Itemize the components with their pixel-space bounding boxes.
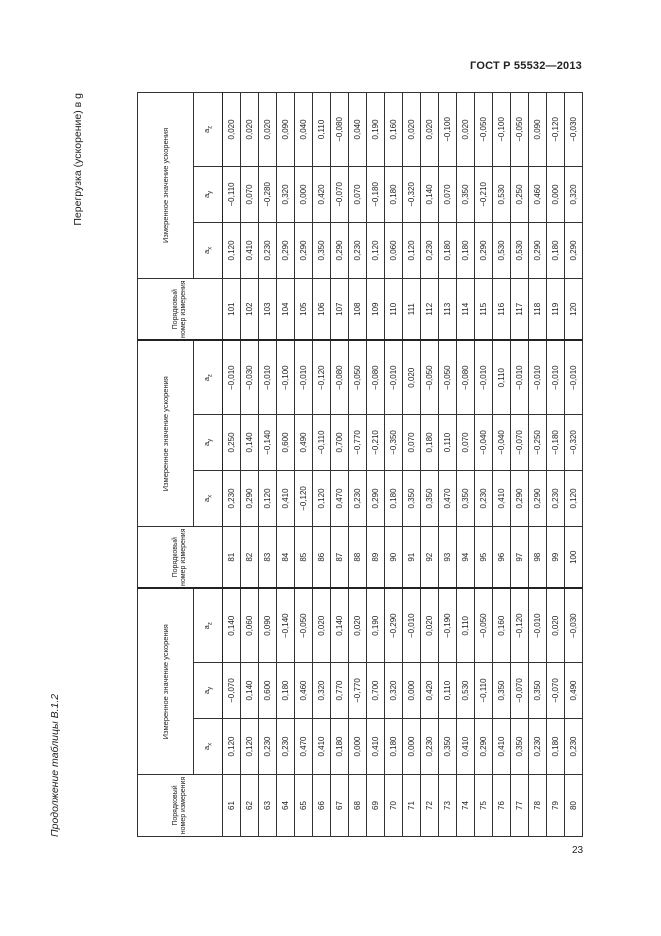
value-cell: −0,050 [295, 588, 313, 662]
value-cell: −0,770 [349, 414, 367, 470]
seq-number-cell: 118 [529, 278, 547, 340]
value-cell: 0,020 [457, 92, 475, 166]
value-cell: −0,120 [547, 92, 565, 166]
axis-header: $a_x$ [194, 470, 223, 526]
value-cell: 0,180 [457, 222, 475, 278]
value-cell: 0,600 [259, 663, 277, 719]
value-cell: 0,040 [349, 92, 367, 166]
value-cell: 0,530 [511, 222, 529, 278]
value-cell: 0,000 [349, 719, 367, 775]
value-cell: −0,210 [367, 414, 385, 470]
value-cell: 0,420 [313, 166, 331, 222]
value-cell: −0,010 [223, 340, 241, 414]
value-cell: 0,120 [313, 470, 331, 526]
seq-number-cell: 93 [439, 526, 457, 588]
value-cell: −0,040 [475, 414, 493, 470]
value-cell: 0,180 [385, 166, 403, 222]
value-cell: 0,020 [421, 588, 439, 662]
value-cell: −0,070 [547, 663, 565, 719]
seq-number-cell: 114 [457, 278, 475, 340]
value-cell: −0,080 [457, 340, 475, 414]
value-cell: 0,290 [475, 719, 493, 775]
value-cell: 0,230 [259, 719, 277, 775]
seq-number-cell: 112 [421, 278, 439, 340]
value-cell: 0,020 [241, 92, 259, 166]
axis-header: $a_y$ [194, 166, 223, 222]
axis-header: $a_z$ [194, 92, 223, 166]
value-cell: −0,110 [313, 414, 331, 470]
value-cell: 0,110 [439, 414, 457, 470]
value-cell: 0,120 [403, 222, 421, 278]
value-cell: −0,010 [529, 588, 547, 662]
measurement-table [137, 92, 583, 837]
axis-header: $a_y$ [194, 414, 223, 470]
seq-number-cell: 76 [493, 775, 511, 837]
seq-number-cell: 98 [529, 526, 547, 588]
seq-number-cell: 102 [241, 278, 259, 340]
seq-number-cell: 66 [313, 775, 331, 837]
value-cell: −0,070 [511, 414, 529, 470]
value-cell: 0,230 [547, 470, 565, 526]
value-cell: 0,060 [241, 588, 259, 662]
value-cell: 0,120 [367, 222, 385, 278]
seq-number-cell: 94 [457, 526, 475, 588]
value-cell: 0,120 [223, 719, 241, 775]
value-cell: 0,290 [331, 222, 349, 278]
value-cell: 0,470 [331, 470, 349, 526]
value-cell: 0,350 [421, 470, 439, 526]
value-cell: 0,350 [511, 719, 529, 775]
value-cell: −0,080 [331, 92, 349, 166]
value-cell: −0,010 [565, 340, 583, 414]
value-cell: 0,110 [313, 92, 331, 166]
value-cell: −0,010 [403, 588, 421, 662]
seq-number-cell: 97 [511, 526, 529, 588]
seq-header: Порядковый номер измерения [138, 775, 223, 837]
axis-header: $a_x$ [194, 222, 223, 278]
seq-number-cell: 84 [277, 526, 295, 588]
value-cell: 0,290 [529, 470, 547, 526]
seq-number-cell: 72 [421, 775, 439, 837]
value-cell: 0,230 [223, 470, 241, 526]
table-row [277, 92, 295, 836]
value-cell: 0,000 [547, 166, 565, 222]
value-cell: 0,700 [331, 414, 349, 470]
seq-number-cell: 74 [457, 775, 475, 837]
value-cell: 0,070 [457, 414, 475, 470]
value-cell: −0,210 [475, 166, 493, 222]
value-cell: −0,120 [313, 340, 331, 414]
value-cell: 0,410 [367, 719, 385, 775]
value-cell: −0,770 [349, 663, 367, 719]
value-cell: 0,120 [241, 719, 259, 775]
table-row [367, 92, 385, 836]
axis-header: $a_y$ [194, 663, 223, 719]
value-cell: −0,280 [259, 166, 277, 222]
value-cell: −0,050 [475, 92, 493, 166]
value-cell: 0,410 [493, 719, 511, 775]
value-cell: 0,110 [493, 340, 511, 414]
value-cell: −0,050 [439, 340, 457, 414]
seq-number-cell: 115 [475, 278, 493, 340]
value-cell: 0,180 [439, 222, 457, 278]
value-cell: −0,010 [475, 340, 493, 414]
table-row [421, 92, 439, 836]
value-cell: 0,020 [403, 340, 421, 414]
value-cell: 0,350 [403, 470, 421, 526]
value-cell: 0,250 [511, 166, 529, 222]
seq-number-cell: 109 [367, 278, 385, 340]
seq-number-cell: 90 [385, 526, 403, 588]
seq-number-cell: 104 [277, 278, 295, 340]
table-body [223, 92, 583, 836]
value-cell: 0,350 [313, 222, 331, 278]
value-cell: 0,460 [529, 166, 547, 222]
seq-number-cell: 63 [259, 775, 277, 837]
value-cell: 0,160 [493, 588, 511, 662]
group-header: Измеренное значение ускорения [138, 588, 194, 774]
value-cell: 0,140 [331, 588, 349, 662]
seq-number-cell: 105 [295, 278, 313, 340]
value-cell: −0,070 [331, 166, 349, 222]
value-cell: 0,230 [529, 719, 547, 775]
value-cell: 0,770 [331, 663, 349, 719]
value-cell: 0,530 [493, 166, 511, 222]
value-cell: 0,290 [511, 470, 529, 526]
value-cell: 0,090 [529, 92, 547, 166]
table-row [403, 92, 421, 836]
value-cell: −0,110 [475, 663, 493, 719]
value-cell: 0,410 [457, 719, 475, 775]
document-code: ГОСТ Р 55532—2013 [470, 60, 582, 72]
value-cell: −0,080 [367, 340, 385, 414]
value-cell: −0,180 [547, 414, 565, 470]
value-cell: −0,010 [529, 340, 547, 414]
value-cell: 0,070 [241, 166, 259, 222]
seq-number-cell: 79 [547, 775, 565, 837]
value-cell: 0,420 [421, 663, 439, 719]
seq-number-cell: 91 [403, 526, 421, 588]
value-cell: 0,020 [259, 92, 277, 166]
seq-number-cell: 61 [223, 775, 241, 837]
seq-number-cell: 117 [511, 278, 529, 340]
seq-number-cell: 108 [349, 278, 367, 340]
value-cell: 0,290 [529, 222, 547, 278]
seq-number-cell: 106 [313, 278, 331, 340]
table-row [547, 92, 565, 836]
value-cell: −0,030 [565, 588, 583, 662]
value-cell: 0,410 [493, 470, 511, 526]
group-header: Измеренное значение ускорения [138, 340, 194, 526]
seq-number-cell: 119 [547, 278, 565, 340]
seq-number-cell: 68 [349, 775, 367, 837]
value-cell: 0,290 [277, 222, 295, 278]
value-cell: −0,050 [349, 340, 367, 414]
value-cell: 0,180 [277, 663, 295, 719]
value-cell: 0,070 [349, 166, 367, 222]
table-row [313, 92, 331, 836]
value-cell: 0,180 [331, 719, 349, 775]
value-cell: −0,030 [241, 340, 259, 414]
value-cell: 0,180 [547, 719, 565, 775]
seq-header: Порядковый номер измерения [138, 278, 223, 340]
seq-number-cell: 64 [277, 775, 295, 837]
value-cell: −0,010 [259, 340, 277, 414]
seq-number-cell: 99 [547, 526, 565, 588]
value-cell: 0,110 [457, 588, 475, 662]
table-row [565, 92, 583, 836]
value-cell: 0,490 [565, 663, 583, 719]
value-cell: 0,140 [241, 414, 259, 470]
value-cell: 0,600 [277, 414, 295, 470]
table-row [349, 92, 367, 836]
seq-number-cell: 111 [403, 278, 421, 340]
table-row [529, 92, 547, 836]
value-cell: 0,290 [367, 470, 385, 526]
seq-number-cell: 95 [475, 526, 493, 588]
table-row [241, 92, 259, 836]
value-cell: 0,230 [475, 470, 493, 526]
value-cell: −0,080 [331, 340, 349, 414]
seq-number-cell: 77 [511, 775, 529, 837]
value-cell: 0,160 [385, 92, 403, 166]
seq-number-cell: 75 [475, 775, 493, 837]
rotated-table-block [49, 93, 583, 837]
value-cell: −0,180 [367, 166, 385, 222]
axis-header: $a_z$ [194, 340, 223, 414]
value-cell: −0,010 [547, 340, 565, 414]
value-cell: −0,320 [403, 166, 421, 222]
value-cell: 0,230 [259, 222, 277, 278]
value-cell: 0,530 [493, 222, 511, 278]
value-cell: 0,320 [565, 166, 583, 222]
seq-number-cell: 73 [439, 775, 457, 837]
value-cell: 0,020 [421, 92, 439, 166]
value-cell: −0,110 [223, 166, 241, 222]
value-cell: −0,140 [259, 414, 277, 470]
value-cell: −0,030 [565, 92, 583, 166]
table-row [475, 92, 493, 836]
value-cell: 0,410 [277, 470, 295, 526]
value-cell: 0,250 [223, 414, 241, 470]
seq-number-cell: 89 [367, 526, 385, 588]
value-cell: −0,100 [277, 340, 295, 414]
value-cell: 0,320 [313, 663, 331, 719]
value-cell: 0,180 [385, 719, 403, 775]
value-cell: −0,290 [385, 588, 403, 662]
value-cell: 0,350 [529, 663, 547, 719]
value-cell: 0,120 [223, 222, 241, 278]
seq-number-cell: 86 [313, 526, 331, 588]
value-cell: 0,190 [367, 588, 385, 662]
value-cell: 0,120 [259, 470, 277, 526]
value-cell: 0,290 [565, 222, 583, 278]
value-cell: 0,110 [439, 663, 457, 719]
table-row [331, 92, 349, 836]
value-cell: 0,290 [475, 222, 493, 278]
value-cell: −0,100 [493, 92, 511, 166]
value-cell: −0,070 [223, 663, 241, 719]
seq-number-cell: 82 [241, 526, 259, 588]
group-header: Измеренное значение ускорения [138, 92, 194, 278]
table-row [295, 92, 313, 836]
value-cell: 0,230 [421, 719, 439, 775]
seq-number-cell: 78 [529, 775, 547, 837]
page-number: 23 [572, 845, 584, 856]
seq-number-cell: 110 [385, 278, 403, 340]
value-cell: 0,040 [295, 92, 313, 166]
seq-number-cell: 87 [331, 526, 349, 588]
value-cell: −0,140 [277, 588, 295, 662]
axis-header: $a_z$ [194, 588, 223, 662]
value-cell: 0,060 [385, 222, 403, 278]
seq-number-cell: 62 [241, 775, 259, 837]
seq-number-cell: 107 [331, 278, 349, 340]
value-cell: 0,090 [277, 92, 295, 166]
value-cell: 0,290 [295, 222, 313, 278]
table-row [493, 92, 511, 836]
seq-number-cell: 100 [565, 526, 583, 588]
value-cell: 0,020 [547, 588, 565, 662]
seq-number-cell: 88 [349, 526, 367, 588]
value-cell: −0,010 [511, 340, 529, 414]
value-cell: 0,120 [565, 470, 583, 526]
value-cell: 0,000 [403, 663, 421, 719]
value-cell: −0,050 [421, 340, 439, 414]
value-cell: 0,350 [439, 719, 457, 775]
table-continuation-caption: Продолжение таблицы В.1.2 [49, 693, 61, 837]
seq-number-cell: 103 [259, 278, 277, 340]
value-cell: 0,020 [403, 92, 421, 166]
seq-number-cell: 113 [439, 278, 457, 340]
seq-number-cell: 96 [493, 526, 511, 588]
seq-number-cell: 65 [295, 775, 313, 837]
table-row [439, 92, 457, 836]
value-cell: −0,350 [385, 414, 403, 470]
seq-number-cell: 85 [295, 526, 313, 588]
value-cell: 0,230 [421, 222, 439, 278]
value-cell: −0,010 [295, 340, 313, 414]
value-cell: 0,350 [457, 470, 475, 526]
seq-number-cell: 80 [565, 775, 583, 837]
seq-number-cell: 67 [331, 775, 349, 837]
value-cell: 0,230 [349, 222, 367, 278]
value-cell: 0,230 [565, 719, 583, 775]
table-row [457, 92, 475, 836]
value-cell: 0,350 [493, 663, 511, 719]
value-cell: −0,050 [475, 588, 493, 662]
value-cell: −0,190 [439, 588, 457, 662]
value-cell: 0,490 [295, 414, 313, 470]
value-cell: −0,120 [511, 588, 529, 662]
seq-number-cell: 120 [565, 278, 583, 340]
value-cell: 0,190 [367, 92, 385, 166]
value-cell: 0,070 [403, 414, 421, 470]
table-row [385, 92, 403, 836]
table-row [511, 92, 529, 836]
seq-header: Порядковый номер измерения [138, 526, 223, 588]
value-cell: 0,320 [385, 663, 403, 719]
value-cell: 0,350 [457, 166, 475, 222]
value-cell: 0,410 [313, 719, 331, 775]
axis-header: $a_x$ [194, 719, 223, 775]
units-caption: Перегрузка (ускорение) в g [72, 93, 84, 226]
value-cell: 0,230 [277, 719, 295, 775]
seq-number-cell: 116 [493, 278, 511, 340]
value-cell: 0,070 [439, 166, 457, 222]
value-cell: 0,180 [421, 414, 439, 470]
value-cell: 0,530 [457, 663, 475, 719]
value-cell: 0,460 [295, 663, 313, 719]
value-cell: 0,140 [421, 166, 439, 222]
value-cell: 0,470 [439, 470, 457, 526]
value-cell: 0,140 [241, 663, 259, 719]
seq-number-cell: 92 [421, 526, 439, 588]
seq-number-cell: 81 [223, 526, 241, 588]
value-cell: 0,090 [259, 588, 277, 662]
value-cell: 0,000 [295, 166, 313, 222]
value-cell: 0,700 [367, 663, 385, 719]
value-cell: 0,020 [313, 588, 331, 662]
value-cell: −0,010 [385, 340, 403, 414]
value-cell: −0,050 [511, 92, 529, 166]
seq-number-cell: 69 [367, 775, 385, 837]
value-cell: 0,410 [241, 222, 259, 278]
value-cell: 0,020 [349, 588, 367, 662]
seq-number-cell: 70 [385, 775, 403, 837]
value-cell: −0,120 [295, 470, 313, 526]
value-cell: −0,320 [565, 414, 583, 470]
seq-number-cell: 101 [223, 278, 241, 340]
table-row [259, 92, 277, 836]
value-cell: −0,070 [511, 663, 529, 719]
table-row [223, 92, 241, 836]
value-cell: 0,180 [547, 222, 565, 278]
value-cell: −0,100 [439, 92, 457, 166]
value-cell: 0,320 [277, 166, 295, 222]
value-cell: −0,250 [529, 414, 547, 470]
seq-number-cell: 83 [259, 526, 277, 588]
value-cell: 0,000 [403, 719, 421, 775]
value-cell: −0,040 [493, 414, 511, 470]
value-cell: 0,180 [385, 470, 403, 526]
value-cell: 0,140 [223, 588, 241, 662]
value-cell: 0,470 [295, 719, 313, 775]
value-cell: 0,290 [241, 470, 259, 526]
seq-number-cell: 71 [403, 775, 421, 837]
value-cell: 0,020 [223, 92, 241, 166]
value-cell: 0,230 [349, 470, 367, 526]
